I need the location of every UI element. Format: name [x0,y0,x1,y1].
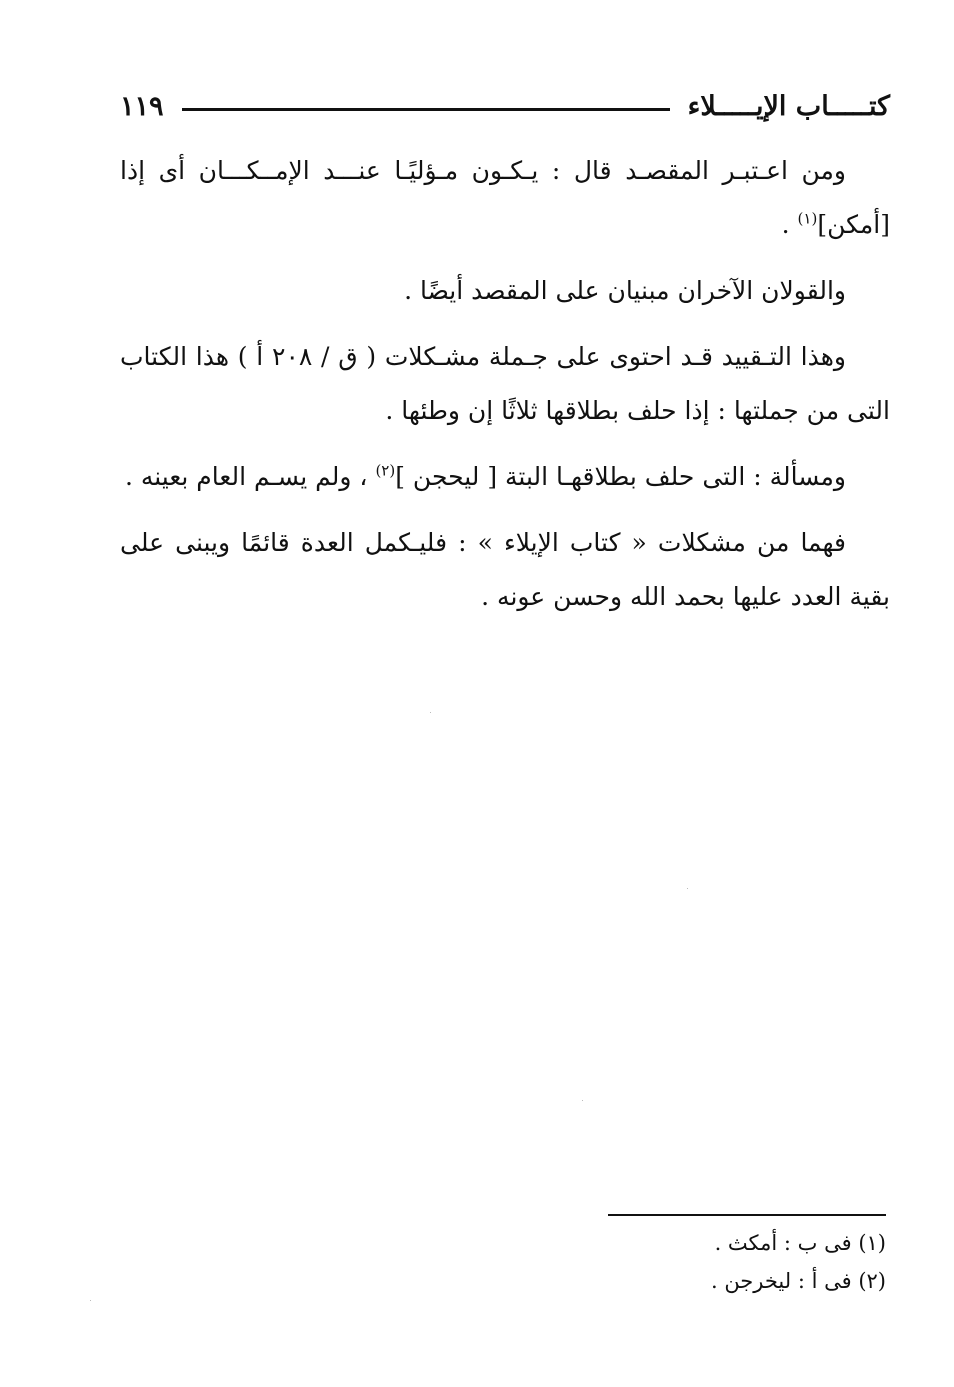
paragraph-4-text: ومسألة : التى حلف بطلاقهـا البتة [ ليحجن ] [395,462,846,491]
main-text [120,144,890,636]
paragraph-1-text: ومن اعـتبـر المقصـد قال : يـكـون مـؤليًـا عنـــد الإمــكـــان أى إذا [أمكن] [120,156,890,239]
paragraph-1 [120,144,890,252]
footnote-2: (٢) فى أ : ليخرجن . [710,1269,886,1293]
paragraph-2: والقولان الآخران مبنيان على المقصد أيضًا . [404,276,846,305]
footnote-ref-1: (١) [797,209,818,228]
scan-speck [582,1100,583,1101]
page-number: ١١٩ [120,90,164,122]
paragraph-3: وهذا التـقييد قـد احتوى على جـملة مشـكلات ( ق / ٢٠٨ أ ) هذا الكتاب التى من جملتها : إذا حلف بطلاقها ثلاثًا إن وطئها . [120,342,890,425]
paragraph-4 [120,450,890,504]
chapter-title: كتـــــاب الإيـــــلاء [687,90,890,122]
paragraph-1-end: . [781,210,798,239]
paragraph-4-end: ، ولم يسـم العام بعينه . [124,462,376,491]
running-header [120,86,890,126]
scan-speck [90,1300,91,1301]
header-rule [182,108,670,111]
paragraph-5: فهما من مشكلات « كتاب الإيلاء » : فليـكمل العدة قائمًا ويبنى على بقية العدد عليها بحمد الله وحسن عونه . [120,528,890,611]
scan-speck [687,888,688,889]
footnote-1: (١) فى ب : أمكث . [714,1231,886,1255]
scan-speck [430,712,431,713]
footnote-ref-2: (٢) [375,461,396,480]
footnotes [500,1224,886,1300]
footnote-separator [608,1214,886,1216]
